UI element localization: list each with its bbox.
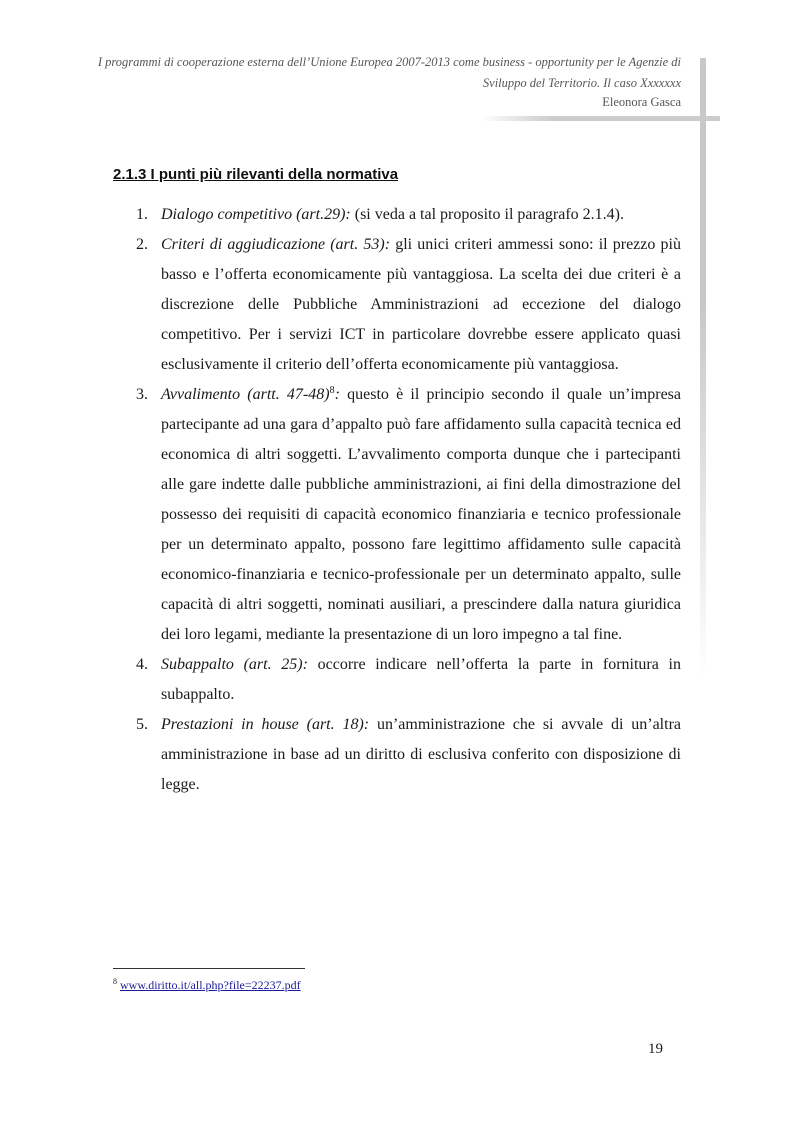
list-item-lead: Criteri di aggiudicazione (art. 53): [161,236,391,253]
footnote-separator [113,968,305,969]
header-vertical-rule [700,58,706,678]
list-item-text: gli unici criteri ammessi sono: il prezzo più basso e l’offerta economicamente più vantaggiosa. La scelta dei due criteri è a discrezione delle Pubbliche Amministrazioni ad eccezione del dialogo competitivo. Per i servizi ICT in particolare dovrebbe essere applicato quasi esclusivamente il criterio dell’offerta economicamente più vantaggiosa. [161,236,681,373]
list-item-lead-suffix: : [334,386,340,403]
list-item-number: 4. [136,656,148,673]
section-title: 2.1.3 I punti più rilevanti della normativa [113,166,399,183]
page-number: 19 [648,1041,663,1057]
list-item [113,230,681,380]
list-item-number: 5. [136,716,148,733]
list-item [113,380,681,650]
list-item-number: 3. [136,386,148,403]
numbered-list [113,200,681,800]
footnote-reference: 8 [329,385,335,396]
running-header [91,52,681,94]
list-item [113,710,681,800]
header-title-line-1: I programmi di cooperazione esterna dell’Unione Europea 2007-2013 come business - opportunity per le Agenzie di [97,55,681,69]
header-horizontal-rule [480,116,720,121]
header-author: Eleonora Gasca [602,95,681,109]
list-item [113,200,681,230]
list-item-text: occorre indicare nell’offerta la parte in fornitura in subappalto. [161,656,682,703]
footnote [113,977,301,993]
list-item-text: (si veda a tal proposito il paragrafo 2.1.4). [350,206,624,223]
list-item [113,650,681,710]
footnote-link[interactable]: www.diritto.it/all.php?file=22237.pdf [120,978,301,992]
list-item-lead: Prestazioni in house (art. 18): [161,716,370,733]
list-item-number: 2. [136,236,148,253]
header-title-line-2: Sviluppo del Territorio. Il caso Xxxxxxx [482,76,681,90]
list-item-lead: Dialogo competitivo (art.29): [161,206,351,223]
list-item-text: questo è il principio secondo il quale un’impresa partecipante ad una gara d’appalto può fare affidamento sulla capacità tecnica ed economica di altri soggetti. L’avvalimento comporta dunque che i partecipanti alle gare indette dalle pubbliche amministrazioni, ai fini della dimostrazione del possesso dei requisiti di capacità economico finanziaria e tecnico professionale per un determinato appalto, possono fare legittimo affidamento sulle capacità economico-finanziaria e tecnico-professionale per un determinato appalto, sulle capacità di altri soggetti, nominati ausiliari, a prescindere dalla natura giuridica dei loro legami, mediante la presentazione di un loro impegno a tal fine. [161,386,681,643]
list-item-text: un’amministrazione che si avvale di un’altra amministrazione in base ad un diritto di esclusiva conferito con disposizione di legge. [161,716,681,793]
list-item-number: 1. [136,206,148,223]
list-item-lead: Avvalimento (artt. 47-48) [161,386,330,403]
footnote-number: 8 [113,977,117,986]
list-item-lead: Subappalto (art. 25): [161,656,308,673]
